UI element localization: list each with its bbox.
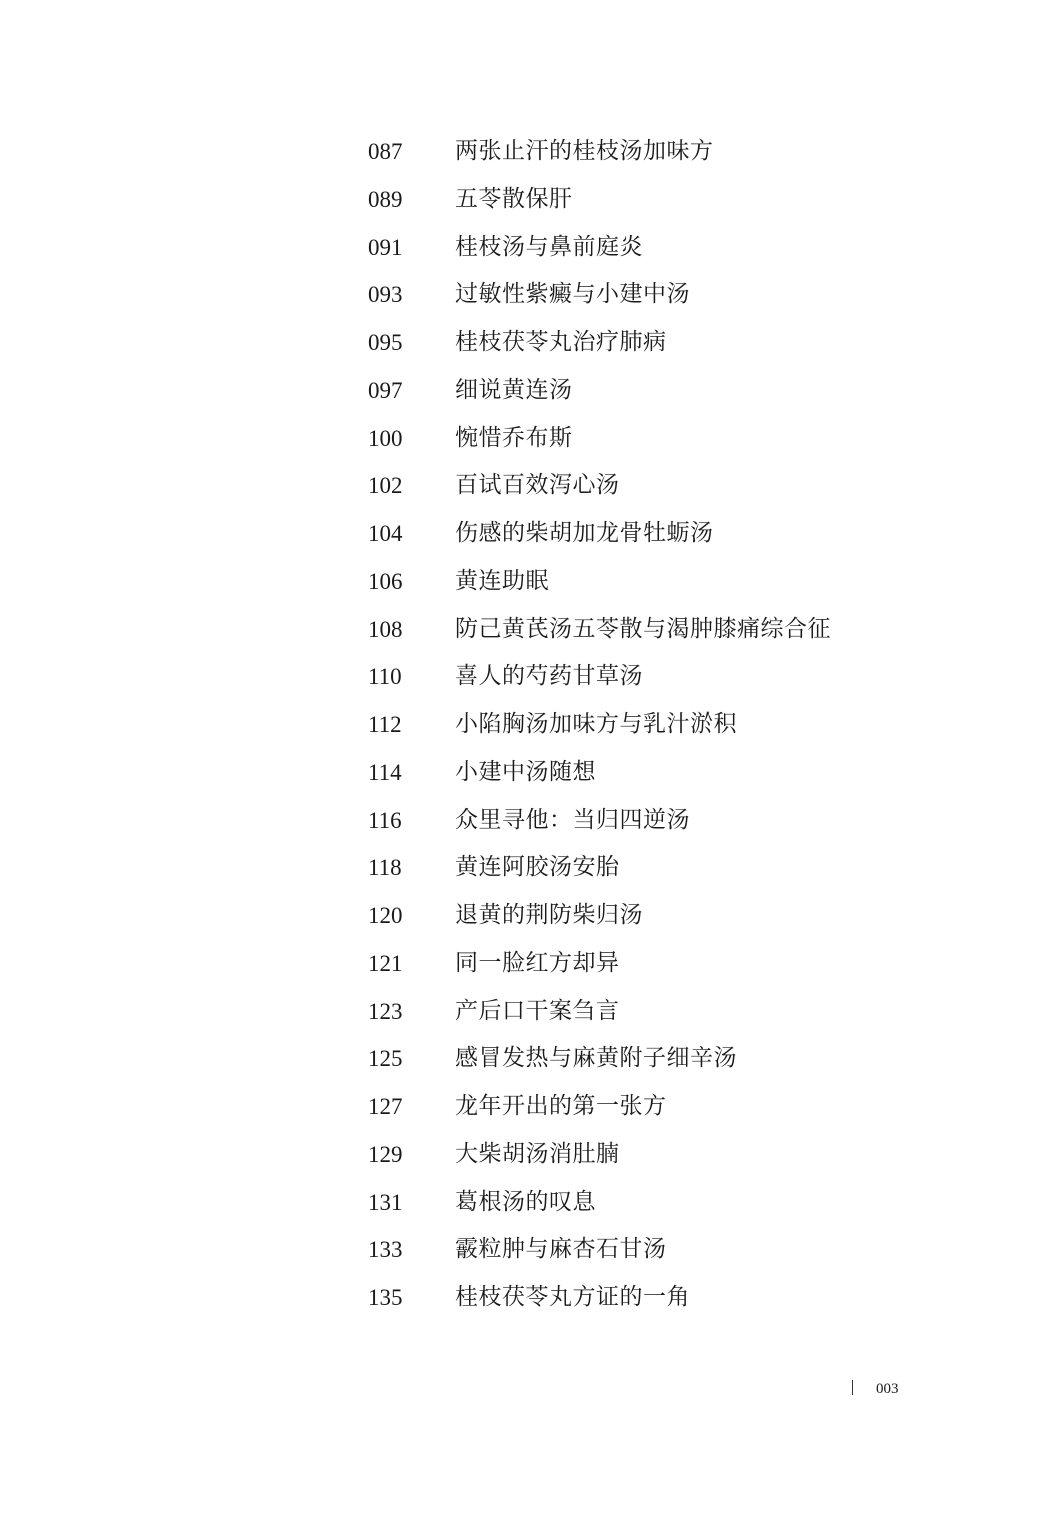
toc-title: 惋惜乔布斯 xyxy=(455,424,573,451)
toc-page-number: 097 xyxy=(368,377,403,403)
toc-entry xyxy=(0,844,1038,892)
toc-page-number: 114 xyxy=(368,759,402,785)
toc-title: 退黄的荆防柴归汤 xyxy=(455,902,643,928)
toc-page-number: 093 xyxy=(368,282,403,308)
toc-title: 同一脸红方却异 xyxy=(455,949,620,976)
toc-title: 感冒发热与麻黄附子细辛汤 xyxy=(455,1045,737,1072)
toc-page-number: 104 xyxy=(368,521,403,546)
toc-page-number: 116 xyxy=(368,807,402,833)
toc-title: 黄连阿胶汤安胎 xyxy=(455,854,620,881)
toc-entry xyxy=(0,1274,1038,1322)
toc-page-number: 091 xyxy=(368,234,403,260)
toc-page-number: 112 xyxy=(368,712,402,737)
toc-entry xyxy=(0,176,1038,224)
toc-entry xyxy=(0,940,1038,988)
toc-entry xyxy=(0,1131,1038,1179)
toc-title: 小建中汤随想 xyxy=(455,758,596,785)
toc-entry xyxy=(0,271,1038,319)
toc-page-number: 089 xyxy=(368,186,403,212)
toc-title: 产后口干案刍言 xyxy=(455,997,620,1024)
toc-page-number: 110 xyxy=(368,664,402,690)
toc-title: 伤感的柴胡加龙骨牡蛎汤 xyxy=(455,520,714,546)
toc-title: 防己黄芪汤五苓散与渴肿膝痛综合征 xyxy=(455,615,831,642)
toc-entry xyxy=(0,462,1038,510)
toc-title: 过敏性紫癜与小建中汤 xyxy=(455,281,690,308)
toc-page-number: 123 xyxy=(368,998,403,1024)
toc-entry xyxy=(0,988,1038,1036)
toc-entry xyxy=(0,510,1038,558)
toc-entry xyxy=(0,653,1038,701)
toc-page-number: 120 xyxy=(368,903,403,928)
toc-entry xyxy=(0,319,1038,367)
toc-entry xyxy=(0,415,1038,463)
toc-entry xyxy=(0,558,1038,606)
toc-page-number: 135 xyxy=(368,1285,403,1310)
toc-page-number: 106 xyxy=(368,568,403,594)
toc-title: 百试百效泻心汤 xyxy=(455,472,620,499)
toc-page-number: 087 xyxy=(368,139,403,164)
toc-title: 细说黄连汤 xyxy=(455,376,573,403)
toc-entry xyxy=(0,1083,1038,1131)
toc-page-number: 108 xyxy=(368,616,403,642)
toc-entry xyxy=(0,128,1038,176)
page-number: 003 xyxy=(876,1381,899,1397)
toc-page-number: 102 xyxy=(368,473,403,499)
toc-entry xyxy=(0,1035,1038,1083)
toc-page-number: 100 xyxy=(368,425,403,451)
toc-page-number: 095 xyxy=(368,330,403,355)
toc-title: 葛根汤的叹息 xyxy=(455,1188,596,1215)
toc-page-number: 118 xyxy=(368,855,402,881)
toc-title: 众里寻他：当归四逆汤 xyxy=(455,806,690,833)
toc-title: 桂枝汤与鼻前庭炎 xyxy=(455,233,643,260)
toc-page-number: 127 xyxy=(368,1094,403,1119)
toc-entry xyxy=(0,1226,1038,1274)
toc-entry xyxy=(0,892,1038,940)
toc-title: 桂枝茯苓丸方证的一角 xyxy=(455,1284,690,1310)
toc-page-number: 131 xyxy=(368,1189,403,1215)
toc-title: 霰粒肿与麻杏石甘汤 xyxy=(455,1236,667,1263)
toc-entry xyxy=(0,1179,1038,1227)
toc-title: 龙年开出的第一张方 xyxy=(455,1093,667,1119)
toc-entry xyxy=(0,797,1038,845)
toc-page-number: 129 xyxy=(368,1141,403,1167)
toc-entry xyxy=(0,367,1038,415)
toc-entry xyxy=(0,606,1038,654)
toc-page-number: 125 xyxy=(368,1046,403,1072)
toc-page-number: 133 xyxy=(368,1237,403,1263)
folio-rule xyxy=(852,1380,853,1395)
toc-entry xyxy=(0,749,1038,797)
toc-entry xyxy=(0,701,1038,749)
table-of-contents xyxy=(0,128,1038,1322)
toc-title: 两张止汗的桂枝汤加味方 xyxy=(455,138,714,164)
toc-page-number: 121 xyxy=(368,950,403,976)
toc-title: 五苓散保肝 xyxy=(455,185,573,212)
toc-entry xyxy=(0,224,1038,272)
toc-title: 桂枝茯苓丸治疗肺病 xyxy=(455,329,667,355)
toc-title: 大柴胡汤消肚腩 xyxy=(455,1140,620,1167)
toc-title: 小陷胸汤加味方与乳汁淤积 xyxy=(455,711,737,737)
toc-title: 喜人的芍药甘草汤 xyxy=(455,663,643,690)
toc-title: 黄连助眠 xyxy=(455,567,549,594)
